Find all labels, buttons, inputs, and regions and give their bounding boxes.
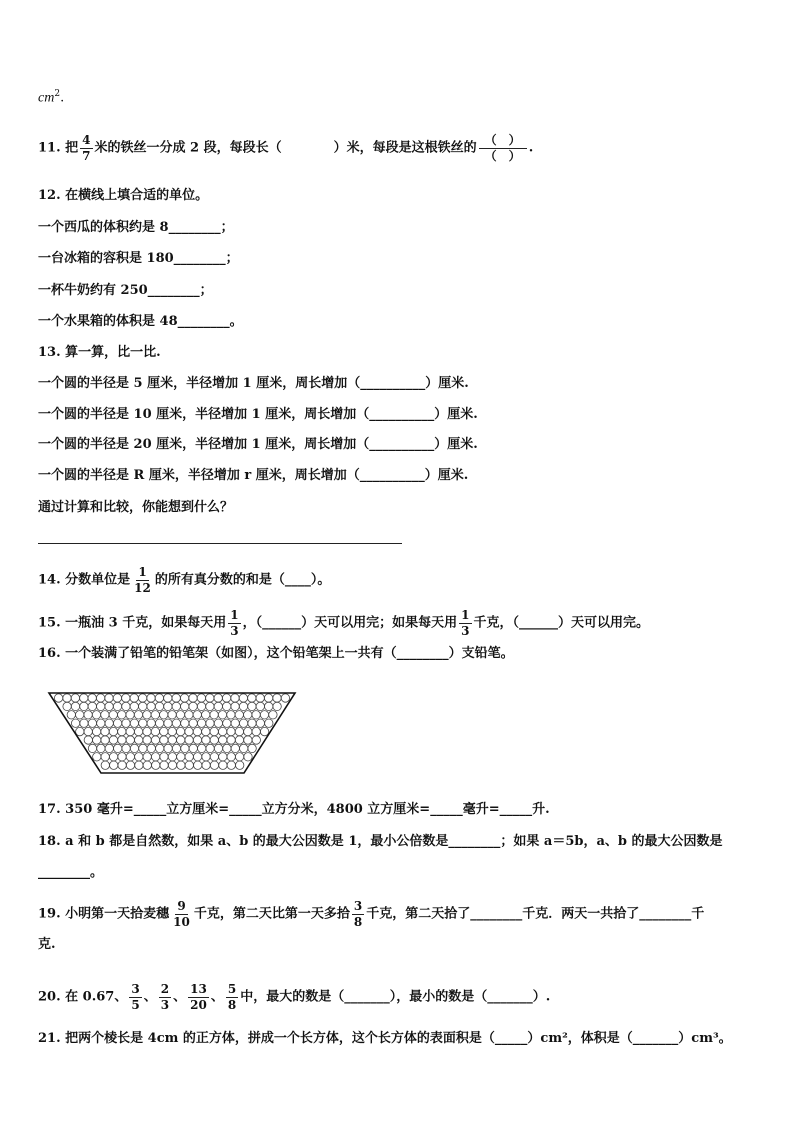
question-number: 20. [38, 989, 61, 1005]
question-18 [38, 835, 723, 848]
pencil-end [260, 727, 268, 735]
question-14 [38, 566, 330, 594]
q13-question: 通过计算和比较，你能想到什么？ [38, 500, 234, 515]
q14-text-2: 的所有真分数的和是（____）。 [154, 572, 331, 588]
pencil-end [236, 761, 244, 769]
q14-text-1: 分数单位是 [65, 572, 131, 588]
fraction-2-3: $\frac{2}{3}$ [160, 982, 170, 1012]
pencil-end [219, 753, 227, 761]
pencil-end [143, 753, 151, 761]
pencil-end [202, 753, 210, 761]
pencil-end [135, 736, 143, 744]
pencil-end [101, 761, 109, 769]
answer-line[interactable] [38, 543, 402, 544]
pencil-end [235, 711, 243, 719]
question-number: 17. [38, 802, 61, 817]
pencil-end [63, 694, 71, 702]
pencil-end [130, 694, 138, 702]
pencil-end [248, 694, 256, 702]
pencil-end [172, 744, 180, 752]
pencil-end [239, 719, 247, 727]
pencil-end [193, 753, 201, 761]
pencil-end [105, 744, 113, 752]
pencil-end [92, 711, 100, 719]
question-16 [38, 647, 514, 660]
pencil-end [206, 694, 214, 702]
pencil-end [160, 753, 168, 761]
pencil-end [113, 719, 121, 727]
pencil-end [231, 702, 239, 710]
pencil-end [76, 711, 84, 719]
pencil-end [168, 753, 176, 761]
pencil-end [219, 761, 227, 769]
pencil-end [214, 694, 222, 702]
q19-continuation: 克. [38, 937, 56, 952]
q19-text-1: 小明第一天拾麦穗 [65, 906, 170, 922]
pencil-end [227, 727, 235, 735]
pencil-end [160, 761, 168, 769]
pencil-end [235, 727, 243, 735]
pencil-end [168, 736, 176, 744]
pencil-end [176, 727, 184, 735]
pencil-end [80, 719, 88, 727]
q19-text-2: 千克，第二天比第一天多拾 [193, 906, 350, 922]
pencil-end [256, 694, 264, 702]
pencil-end [168, 761, 176, 769]
pencil-end [197, 702, 205, 710]
q11-text-4: . [528, 140, 534, 156]
pencil-rack-figure [46, 690, 306, 776]
pencil-end [151, 711, 159, 719]
pencil-end [265, 719, 273, 727]
pencil-end [139, 702, 147, 710]
pencil-end [147, 744, 155, 752]
pencil-end [114, 744, 122, 752]
pencil-end [151, 736, 159, 744]
pencil-end [181, 702, 189, 710]
pencil-end [227, 736, 235, 744]
pencil-end [88, 744, 96, 752]
q15-text-3: 千克，（______）天可以用完。 [473, 615, 650, 631]
pencil-end [202, 727, 210, 735]
pencil-end [164, 694, 172, 702]
pencil-end [248, 719, 256, 727]
pencil-end [118, 727, 126, 735]
pencil-end [248, 702, 256, 710]
fraction-4-7: $\frac{4}{7}$ [82, 133, 91, 163]
pencil-end [222, 694, 230, 702]
pencil-end [84, 727, 92, 735]
pencil-end [151, 753, 159, 761]
pencil-end [164, 719, 172, 727]
pencil-end [71, 719, 79, 727]
question-17 [38, 803, 550, 816]
period: . [60, 90, 65, 106]
q20-text-1: 在 0.67、 [65, 989, 128, 1005]
pencil-end [126, 711, 134, 719]
pencil-end [273, 694, 281, 702]
pencil-end [172, 694, 180, 702]
pencil-end [206, 744, 214, 752]
pencil-end [122, 694, 130, 702]
pencil-end [93, 736, 101, 744]
pencil-end [122, 702, 130, 710]
question-number: 15. [38, 615, 61, 631]
q13-line-2: 一个圆的半径是 10 厘米，半径增加 1 厘米，周长增加（__________）厘米. [38, 407, 478, 422]
pencil-end [223, 744, 231, 752]
pencil-end [93, 753, 101, 761]
pencil-end [109, 753, 117, 761]
q10-tail [38, 90, 64, 105]
question-title: 在横线上填合适的单位。 [65, 188, 209, 203]
pencil-end [210, 727, 218, 735]
question-12 [38, 189, 208, 202]
question-11 [38, 134, 533, 162]
pencil-end [269, 711, 277, 719]
pencil-end [265, 702, 273, 710]
question-19 [38, 900, 704, 928]
pencil-end [105, 694, 113, 702]
pencil-end [202, 761, 210, 769]
pencil-end [118, 711, 126, 719]
pencil-end [210, 711, 218, 719]
q15-text-1: 一瓶油 3 千克，如果每天用 [65, 615, 227, 631]
pencil-end [214, 702, 222, 710]
pencil-end [63, 702, 71, 710]
pencil-end [54, 694, 62, 702]
pencil-end [113, 702, 121, 710]
pencil-end [160, 736, 168, 744]
question-20: 20. 在 0.67、 $\frac{3}{5}$ 、 $\frac{2}{3}$ 、 $\frac{13}{20}$ 、 $\frac{5}{8}$ 中，最大的数是（_______），最小的数是（_______）. [38, 982, 551, 1012]
pencil-end [143, 736, 151, 744]
question-number: 12. [38, 188, 61, 203]
pencil-end [160, 727, 168, 735]
q11-text-1: 把 [65, 140, 79, 156]
pencil-end [105, 702, 113, 710]
pencil-end [126, 761, 134, 769]
pencil-end [143, 711, 151, 719]
pencil-end [147, 702, 155, 710]
pencil-end [189, 744, 197, 752]
pencil-end [80, 694, 88, 702]
question-15 [38, 609, 649, 637]
pencil-end [231, 719, 239, 727]
question-text: a 和 b 都是自然数，如果 a、b 的最大公因数是 1，最小公倍数是________；如果 a＝5b，a、b 的最大公因数是 [65, 834, 723, 849]
pencil-end [101, 711, 109, 719]
pencil-end [71, 694, 79, 702]
pencil-end [92, 727, 100, 735]
pencil-end [244, 753, 252, 761]
pencil-end [227, 761, 235, 769]
question-number: 13. [38, 345, 61, 360]
pencil-end [126, 727, 134, 735]
pencil-end [138, 694, 146, 702]
fraction-5-8: $\frac{5}{8}$ [227, 982, 237, 1012]
pencil-end [189, 719, 197, 727]
pencil-end [193, 711, 201, 719]
pencil-end [239, 702, 247, 710]
pencil-end [193, 727, 201, 735]
pencil-end [164, 744, 172, 752]
pencil-end [139, 719, 147, 727]
pencil-end [231, 744, 239, 752]
pencil-end [84, 736, 92, 744]
question-text: 一个装满了铅笔的铅笔架（如图），这个铅笔架上一共有（________）支铅笔。 [65, 646, 514, 661]
pencil-end [88, 702, 96, 710]
pencil-end [88, 719, 96, 727]
question-number: 19. [38, 906, 61, 922]
pencil-end [101, 736, 109, 744]
pencil-end [185, 761, 193, 769]
pencil-end [155, 694, 163, 702]
pencil-end [202, 711, 210, 719]
q13-line-1: 一个圆的半径是 5 厘米，半径增加 1 厘米，周长增加（__________）厘米. [38, 376, 469, 391]
pencil-end [177, 753, 185, 761]
pencil-end [126, 736, 134, 744]
pencil-end [130, 702, 138, 710]
pencil-end [235, 753, 243, 761]
pencil-end [135, 761, 143, 769]
q12-line-1: 一个西瓜的体积约是 8________； [38, 220, 234, 235]
pencil-end [156, 744, 164, 752]
pencil-end [97, 702, 105, 710]
pencil-end [147, 719, 155, 727]
pencil-end [281, 694, 289, 702]
unit: cm [38, 90, 55, 106]
q11-text-3: ）米，每段是这根铁丝的 [333, 140, 477, 156]
pencil-end [256, 719, 264, 727]
pencil-end [252, 711, 260, 719]
fraction-1-3-b: $\frac{1}{3}$ [461, 608, 470, 638]
pencil-end [194, 761, 202, 769]
pencil-end [252, 736, 260, 744]
fraction-9-10: $\frac{9}{10}$ [173, 899, 190, 929]
pencil-end [109, 736, 117, 744]
pencil-end [109, 727, 117, 735]
pencil-end [139, 744, 147, 752]
fraction-13-20: $\frac{13}{20}$ [190, 982, 207, 1012]
pencil-end [168, 727, 176, 735]
question-number: 16. [38, 646, 61, 661]
pencil-end [185, 727, 193, 735]
pencil-end [177, 761, 185, 769]
q19-text-3: 千克，第二天拾了________千克．两天一共拾了________千 [366, 906, 705, 922]
pencil-end [185, 736, 193, 744]
question-text: 350 毫升=_____立方厘米=_____立方分米，4800 立方厘米=_____毫升=_____升. [65, 802, 550, 817]
pencil-end [193, 736, 201, 744]
pencil-end [185, 753, 193, 761]
pencil-end [227, 711, 235, 719]
fraction-3-8: $\frac{3}{8}$ [353, 899, 363, 929]
pencil-end [198, 744, 206, 752]
pencil-end [185, 711, 193, 719]
pencil-end [223, 702, 231, 710]
pencil-end [227, 753, 235, 761]
fraction-blank[interactable]: $\frac{( )}{( )}$ [479, 134, 527, 162]
pencil-end [134, 727, 142, 735]
pencil-end [71, 702, 79, 710]
pencil-end [240, 744, 248, 752]
pencil-end [180, 694, 188, 702]
pencil-end [143, 727, 151, 735]
pencil-end [214, 719, 222, 727]
pencil-end [189, 694, 197, 702]
pencil-end [80, 702, 88, 710]
pencil-end [189, 702, 197, 710]
pencil-end [218, 727, 226, 735]
pencil-end [109, 711, 117, 719]
q12-line-4: 一个水果箱的体积是 48________。 [38, 314, 243, 329]
pencil-end [214, 744, 222, 752]
pencil-end [252, 727, 260, 735]
pencil-end [264, 694, 272, 702]
fraction-3-5: $\frac{3}{5}$ [131, 982, 140, 1012]
pencil-end [88, 694, 96, 702]
pencil-end [260, 711, 268, 719]
pencil-end [244, 711, 252, 719]
question-13 [38, 346, 161, 359]
pencil-end [181, 744, 189, 752]
pencil-end [219, 736, 227, 744]
pencil-end [172, 719, 180, 727]
pencil-end [118, 753, 126, 761]
pencil-end [97, 744, 105, 752]
question-21 [38, 1032, 732, 1045]
q12-line-2: 一台冰箱的容积是 180________； [38, 251, 239, 266]
pencil-end [239, 694, 247, 702]
question-number: 21. [38, 1031, 61, 1046]
fraction-1-3: $\frac{1}{3}$ [230, 608, 239, 638]
pencil-end [147, 694, 155, 702]
pencil-end [130, 719, 138, 727]
pencil-end [244, 736, 252, 744]
pencil-end [101, 753, 109, 761]
pencil-end [206, 719, 214, 727]
pencil-end [176, 711, 184, 719]
pencil-end [244, 727, 252, 735]
pencil-end [181, 719, 189, 727]
pencil-end [67, 711, 75, 719]
q18-continuation: ________。 [38, 865, 104, 880]
pencil-end [256, 702, 264, 710]
pencil-end [210, 753, 218, 761]
pencil-end [206, 702, 214, 710]
pencil-end [160, 711, 168, 719]
pencil-end [113, 694, 121, 702]
pencil-end [248, 744, 256, 752]
pencil-end [101, 727, 109, 735]
pencil-end [105, 719, 113, 727]
pencil-end [126, 753, 134, 761]
pencil-end [223, 719, 231, 727]
question-number: 14. [38, 572, 61, 588]
question-number: 18. [38, 834, 61, 849]
pencil-end [151, 727, 159, 735]
pencil-end [118, 736, 126, 744]
pencil-end [135, 753, 143, 761]
unit-exponent: 2 [54, 89, 61, 99]
q13-line-4: 一个圆的半径是 R 厘米，半径增加 r 厘米，周长增加（__________）厘米. [38, 468, 469, 483]
pencil-end [164, 702, 172, 710]
q15-text-2: ，（______）天可以用完；如果每天用 [242, 615, 458, 631]
question-number: 11. [38, 140, 61, 156]
pencil-end [130, 744, 138, 752]
pencil-end [210, 736, 218, 744]
q13-line-3: 一个圆的半径是 20 厘米，半径增加 1 厘米，周长增加（__________）厘米. [38, 437, 478, 452]
pencil-end [155, 719, 163, 727]
pencil-end [168, 711, 176, 719]
pencil-end [218, 711, 226, 719]
q12-line-3: 一杯牛奶约有 250________； [38, 283, 213, 298]
pencil-end [96, 694, 104, 702]
pencil-end [197, 719, 205, 727]
question-title: 算一算，比一比. [65, 345, 161, 360]
pencil-end [235, 736, 243, 744]
q20-text-2: 中，最大的数是（_______），最小的数是（_______）. [240, 989, 551, 1005]
pencil-end [231, 694, 239, 702]
pencil-end [118, 761, 126, 769]
pencil-end [134, 711, 142, 719]
pencil-end [84, 711, 92, 719]
pencil-end [97, 719, 105, 727]
pencil-end [273, 702, 281, 710]
pencil-end [155, 702, 163, 710]
pencil-end [122, 744, 130, 752]
answer-blank[interactable] [282, 141, 334, 156]
pencil-end [177, 736, 185, 744]
pencil-end [202, 736, 210, 744]
pencil-end [172, 702, 180, 710]
question-text: 把两个棱长是 4cm 的正方体，拼成一个长方体，这个长方体的表面积是（_____）cm²，体积是（_______）cm³。 [65, 1031, 732, 1046]
pencil-end [143, 761, 151, 769]
pencil-end [210, 761, 218, 769]
pencil-end [122, 719, 130, 727]
pencil-end [197, 694, 205, 702]
pencil-end [110, 761, 118, 769]
pencil-end [152, 761, 160, 769]
q11-text-2: 米的铁丝一分成 2 段，每段长（ [94, 140, 282, 156]
fraction-1-12: $\frac{1}{12}$ [134, 565, 151, 595]
